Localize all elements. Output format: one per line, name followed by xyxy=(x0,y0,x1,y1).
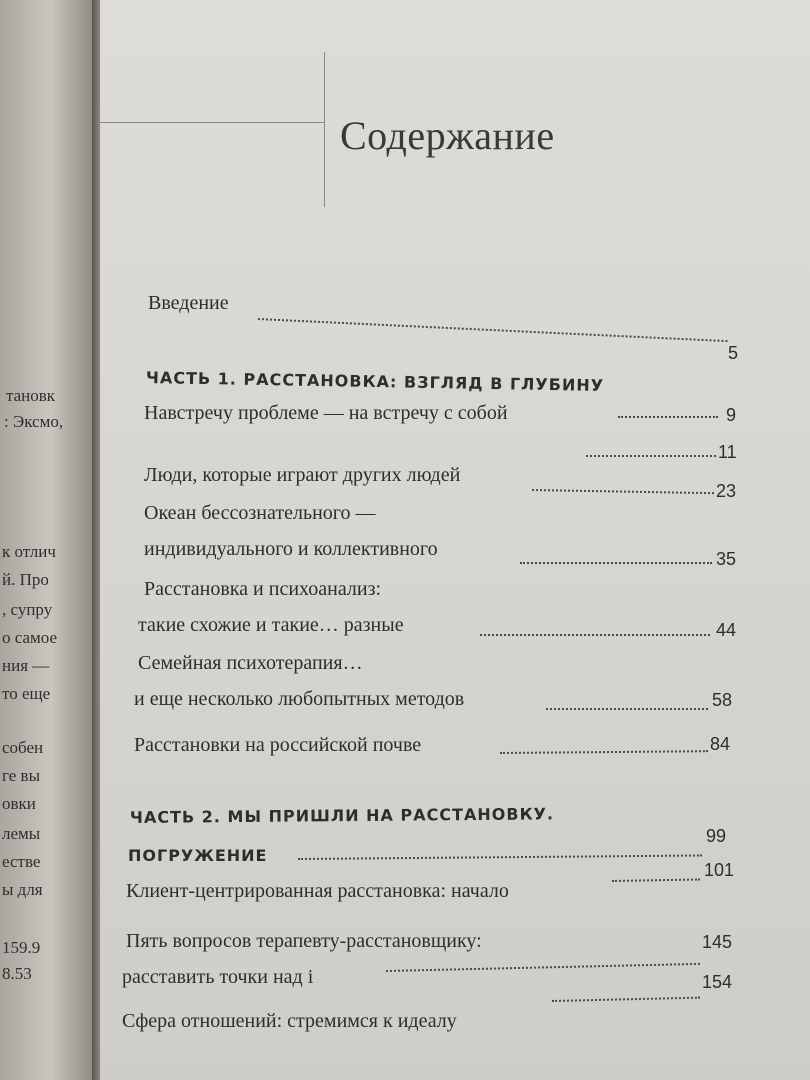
toc-page-number: 145 xyxy=(702,932,733,952)
toc-page-number: 58 xyxy=(712,690,733,710)
left-page-text: , супру xyxy=(2,600,53,619)
toc-entry: Расстановки на российской почве xyxy=(134,734,422,756)
left-page-text: естве xyxy=(2,852,41,871)
left-page-text: к отлич xyxy=(2,542,56,561)
toc-entry-intro: Введение xyxy=(148,292,229,314)
toc-entry: Расстановка и психоанализ: xyxy=(144,578,382,600)
toc-entry: Океан бессознательного — xyxy=(144,502,376,524)
toc-page-number: 154 xyxy=(702,972,733,992)
toc-page-number: 44 xyxy=(716,620,737,640)
toc-part-heading: ПОГРУЖЕНИЕ xyxy=(128,846,268,865)
toc-leader-dots xyxy=(520,562,712,564)
left-page-text: й. Про xyxy=(2,570,49,589)
left-page-text: тановк xyxy=(6,386,56,405)
toc-entry: индивидуального и коллективного xyxy=(144,538,438,560)
toc-page-number: 35 xyxy=(716,549,737,569)
toc-leader-dots xyxy=(480,634,710,636)
toc-entry: Навстречу проблеме — на встречу с собой xyxy=(144,402,508,424)
toc-part-heading: ЧАСТЬ 2. МЫ ПРИШЛИ НА РАССТАНОВКУ. xyxy=(129,804,555,827)
left-page-text: : Эксмо, xyxy=(4,412,64,431)
left-page-text: 8.53 xyxy=(2,964,32,983)
left-page-text: то еще xyxy=(2,684,51,703)
page-title: Содержание xyxy=(340,113,555,158)
toc-page-number: 5 xyxy=(728,343,739,363)
left-page-text: овки xyxy=(2,794,36,813)
toc-entry: такие схожие и такие… разные xyxy=(138,614,404,636)
decorative-rule-horizontal xyxy=(100,122,325,123)
toc-page-number: 101 xyxy=(704,860,735,880)
toc-entry: Клиент-центрированная расстановка: начало xyxy=(126,880,509,902)
left-page-text: лемы xyxy=(2,824,41,843)
left-page-text: ге вы xyxy=(2,766,40,785)
toc-entry: Люди, которые играют других людей xyxy=(144,464,461,486)
left-page-text: собен xyxy=(2,738,44,757)
toc-entry: расставить точки над i xyxy=(122,966,314,988)
left-page-text: ы для xyxy=(2,880,43,899)
toc-page-number: 84 xyxy=(710,734,731,754)
toc-page-number: 23 xyxy=(716,481,737,501)
toc-part-heading: ЧАСТЬ 1. РАССТАНОВКА: ВЗГЛЯД В ГЛУБИНУ xyxy=(145,368,605,395)
toc-entry: Сфера отношений: стремимся к идеалу xyxy=(122,1010,457,1032)
left-page-text: 159.9 xyxy=(2,938,41,957)
toc-entry: и еще несколько любопытных методов xyxy=(134,688,465,710)
left-page-text: ния — xyxy=(2,656,50,675)
toc-page-number: 99 xyxy=(706,826,727,846)
toc-page-number: 9 xyxy=(726,405,737,425)
toc-page-number: 11 xyxy=(718,442,737,462)
left-page-text: о самое xyxy=(2,628,58,647)
toc-leader-dots xyxy=(618,416,718,418)
decorative-rule-vertical xyxy=(324,52,325,207)
toc-entry: Пять вопросов терапевту-расстановщику: xyxy=(126,930,482,952)
left-page xyxy=(0,0,92,1080)
toc-leader-dots xyxy=(546,708,708,710)
toc-entry: Семейная психотерапия… xyxy=(138,652,363,674)
toc-leader-dots xyxy=(586,455,716,457)
